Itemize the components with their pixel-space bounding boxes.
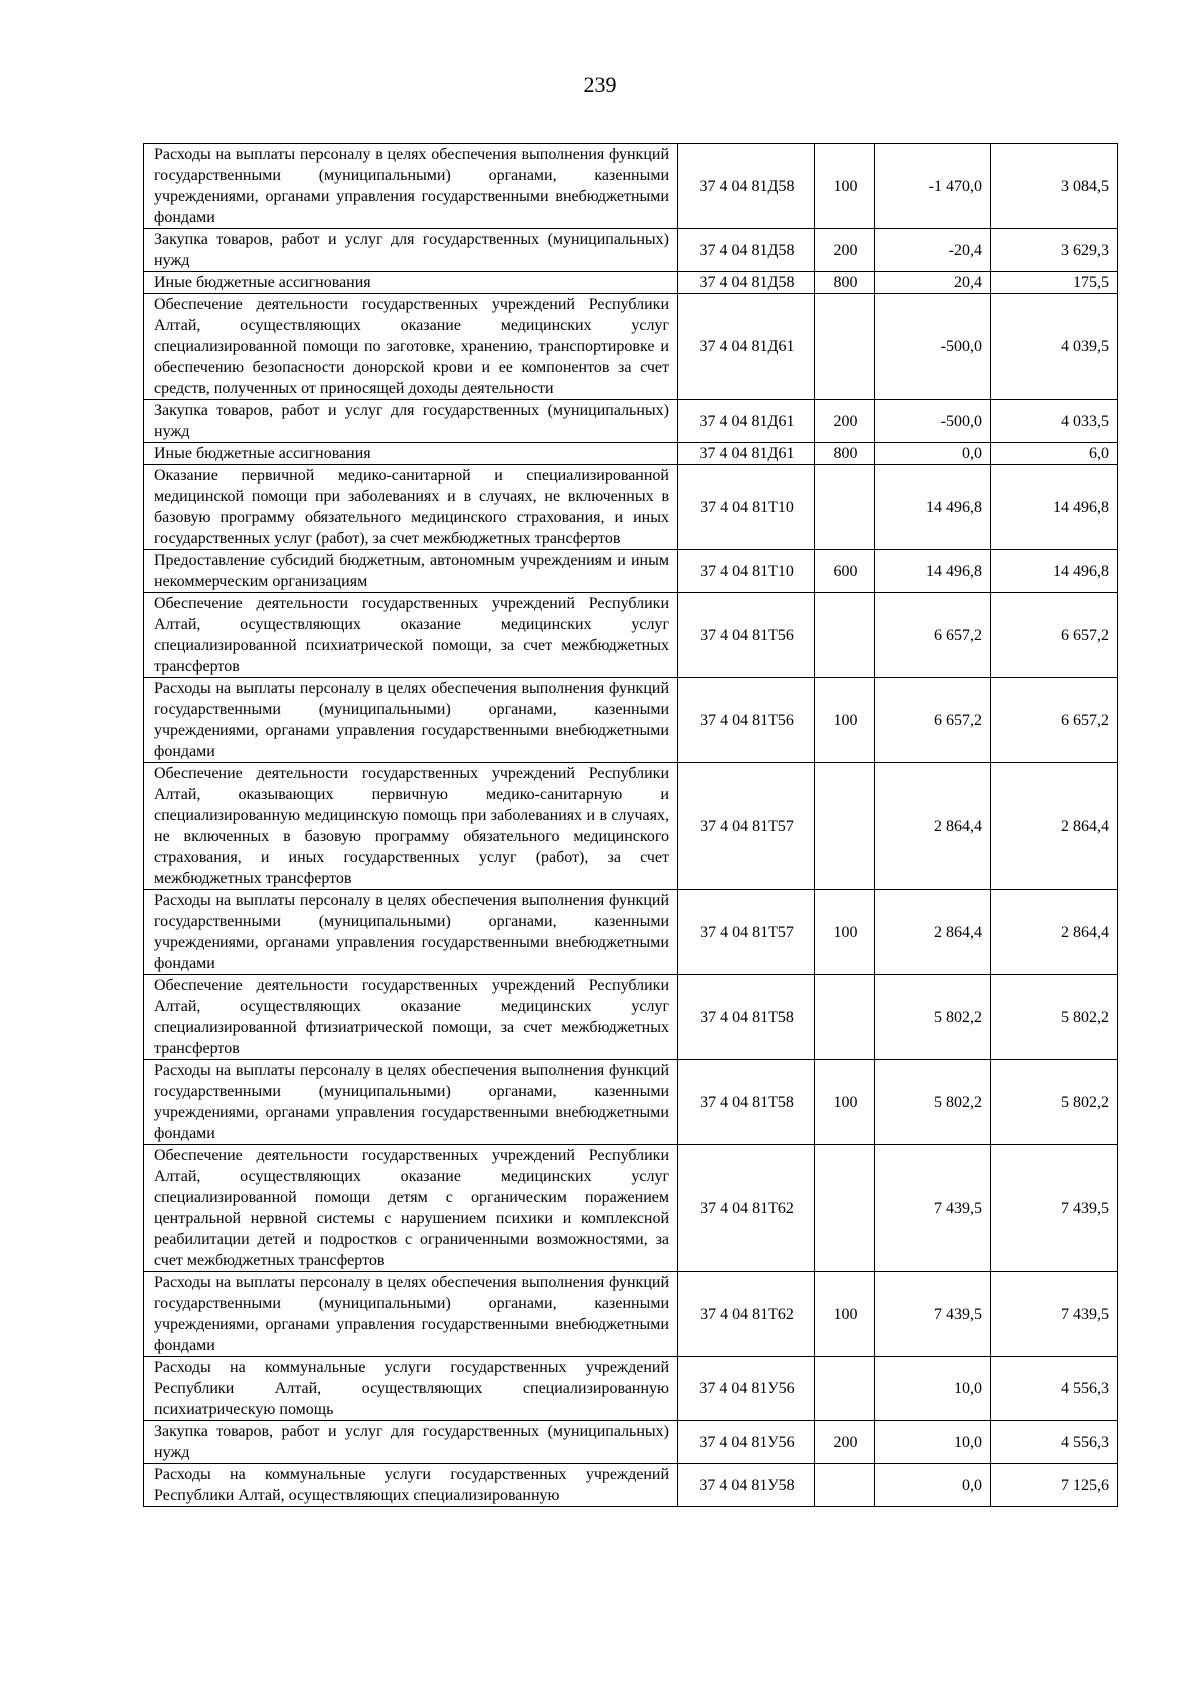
expense-description-cell: Обеспечение деятельности государственных учреждений Республики Алтай, осуществляющих оказание медицинских услуг специализированной помощи по заготовке, хранению, транспортировке и обеспечению безопасности донорской крови и ее компонентов за счет средств, полученных от приносящей доходы деятельности	[144, 294, 678, 400]
amount-change-cell: 0,0	[875, 1464, 991, 1507]
amount-total-cell: 4 039,5	[991, 294, 1118, 400]
target-article-code-cell: 37 4 04 81Д58	[678, 144, 815, 229]
amount-change-cell: 6 657,2	[875, 593, 991, 678]
amount-total-cell: 14 496,8	[991, 465, 1118, 550]
table-row	[144, 229, 1118, 272]
expense-description-cell: Расходы на выплаты персоналу в целях обеспечения выполнения функций государственными (муниципальными) органами, казенными учреждениями, органами управления государственными внебюджетными фондами	[144, 678, 678, 763]
expense-description-cell: Иные бюджетные ассигнования	[144, 272, 678, 294]
amount-total-cell: 3 084,5	[991, 144, 1118, 229]
budget-table-body	[144, 144, 1118, 1507]
amount-total-cell: 14 496,8	[991, 550, 1118, 593]
amount-change-cell: 6 657,2	[875, 678, 991, 763]
amount-change-cell: 10,0	[875, 1357, 991, 1421]
table-row	[144, 272, 1118, 294]
amount-total-cell: 7 439,5	[991, 1145, 1118, 1272]
amount-change-cell: -500,0	[875, 400, 991, 443]
amount-change-cell: -1 470,0	[875, 144, 991, 229]
target-article-code-cell: 37 4 04 81Т62	[678, 1145, 815, 1272]
expense-description-cell: Расходы на выплаты персоналу в целях обеспечения выполнения функций государственными (муниципальными) органами, казенными учреждениями, органами управления государственными внебюджетными фондами	[144, 1060, 678, 1145]
expense-type-cell	[815, 1464, 875, 1507]
expense-type-cell	[815, 1145, 875, 1272]
amount-change-cell: 2 864,4	[875, 890, 991, 975]
table-row	[144, 465, 1118, 550]
target-article-code-cell: 37 4 04 81Т56	[678, 678, 815, 763]
expense-type-cell: 200	[815, 400, 875, 443]
amount-total-cell: 2 864,4	[991, 890, 1118, 975]
amount-change-cell: 2 864,4	[875, 763, 991, 890]
target-article-code-cell: 37 4 04 81Т10	[678, 550, 815, 593]
target-article-code-cell: 37 4 04 81Т58	[678, 975, 815, 1060]
amount-total-cell: 6,0	[991, 443, 1118, 465]
table-row	[144, 763, 1118, 890]
amount-change-cell: 7 439,5	[875, 1272, 991, 1357]
table-row	[144, 1464, 1118, 1507]
amount-total-cell: 7 125,6	[991, 1464, 1118, 1507]
expense-type-cell	[815, 975, 875, 1060]
expense-description-cell: Обеспечение деятельности государственных учреждений Республики Алтай, оказывающих первичную медико-санитарную и специализированную медицинскую помощь при заболеваниях и в случаях, не включенных в базовую программу обязательного медицинского страхования, и иных государственных услуг (работ), за счет межбюджетных трансфертов	[144, 763, 678, 890]
amount-change-cell: 20,4	[875, 272, 991, 294]
expense-description-cell: Расходы на выплаты персоналу в целях обеспечения выполнения функций государственными (муниципальными) органами, казенными учреждениями, органами управления государственными внебюджетными фондами	[144, 144, 678, 229]
expense-type-cell: 200	[815, 229, 875, 272]
table-row	[144, 144, 1118, 229]
target-article-code-cell: 37 4 04 81Д58	[678, 272, 815, 294]
expense-description-cell: Предоставление субсидий бюджетным, автономным учреждениям и иным некоммерческим организациям	[144, 550, 678, 593]
expense-type-cell	[815, 465, 875, 550]
table-row	[144, 593, 1118, 678]
expense-description-cell: Расходы на выплаты персоналу в целях обеспечения выполнения функций государственными (муниципальными) органами, казенными учреждениями, органами управления государственными внебюджетными фондами	[144, 890, 678, 975]
table-row	[144, 1421, 1118, 1464]
amount-total-cell: 5 802,2	[991, 1060, 1118, 1145]
amount-total-cell: 6 657,2	[991, 678, 1118, 763]
expense-description-cell: Оказание первичной медико-санитарной и специализированной медицинской помощи при заболеваниях и в случаях, не включенных в базовую программу обязательного медицинского страхования, и иных государственных услуг (работ), за счет межбюджетных трансфертов	[144, 465, 678, 550]
expense-description-cell: Закупка товаров, работ и услуг для государственных (муниципальных) нужд	[144, 229, 678, 272]
expense-description-cell: Иные бюджетные ассигнования	[144, 443, 678, 465]
amount-change-cell: 14 496,8	[875, 550, 991, 593]
amount-total-cell: 2 864,4	[991, 763, 1118, 890]
expense-type-cell: 100	[815, 890, 875, 975]
table-row	[144, 890, 1118, 975]
amount-total-cell: 4 556,3	[991, 1357, 1118, 1421]
expense-description-cell: Закупка товаров, работ и услуг для государственных (муниципальных) нужд	[144, 400, 678, 443]
table-row	[144, 1145, 1118, 1272]
amount-change-cell: 10,0	[875, 1421, 991, 1464]
table-row	[144, 1060, 1118, 1145]
expense-type-cell: 100	[815, 1272, 875, 1357]
expense-description-cell: Обеспечение деятельности государственных учреждений Республики Алтай, осуществляющих оказание медицинских услуг специализированной фтизиатрической помощи, за счет межбюджетных трансфертов	[144, 975, 678, 1060]
table-row	[144, 975, 1118, 1060]
budget-table	[143, 143, 1118, 1507]
target-article-code-cell: 37 4 04 81Д61	[678, 294, 815, 400]
table-row	[144, 550, 1118, 593]
target-article-code-cell: 37 4 04 81Д61	[678, 443, 815, 465]
amount-total-cell: 5 802,2	[991, 975, 1118, 1060]
amount-change-cell: -20,4	[875, 229, 991, 272]
table-row	[144, 1272, 1118, 1357]
expense-type-cell	[815, 294, 875, 400]
amount-change-cell: 5 802,2	[875, 975, 991, 1060]
page-number: 239	[583, 72, 617, 97]
expense-type-cell	[815, 593, 875, 678]
target-article-code-cell: 37 4 04 81У56	[678, 1421, 815, 1464]
target-article-code-cell: 37 4 04 81Т58	[678, 1060, 815, 1145]
expense-description-cell: Обеспечение деятельности государственных учреждений Республики Алтай, осуществляющих оказание медицинских услуг специализированной помощи детям с органическим поражением центральной нервной системы с нарушением психики и комплексной реабилитации детей и подростков с ограниченными возможностями, за счет межбюджетных трансфертов	[144, 1145, 678, 1272]
expense-description-cell: Обеспечение деятельности государственных учреждений Республики Алтай, осуществляющих оказание медицинских услуг специализированной психиатрической помощи, за счет межбюджетных трансфертов	[144, 593, 678, 678]
expense-description-cell: Расходы на коммунальные услуги государственных учреждений Республики Алтай, осуществляющих специализированную	[144, 1464, 678, 1507]
target-article-code-cell: 37 4 04 81Т57	[678, 890, 815, 975]
target-article-code-cell: 37 4 04 81Д61	[678, 400, 815, 443]
expense-type-cell: 100	[815, 1060, 875, 1145]
expense-type-cell: 200	[815, 1421, 875, 1464]
amount-total-cell: 3 629,3	[991, 229, 1118, 272]
table-row	[144, 1357, 1118, 1421]
table-row	[144, 678, 1118, 763]
amount-total-cell: 4 033,5	[991, 400, 1118, 443]
expense-type-cell: 600	[815, 550, 875, 593]
expense-type-cell	[815, 763, 875, 890]
expense-description-cell: Расходы на коммунальные услуги государственных учреждений Республики Алтай, осуществляющих специализированную психиатрическую помощь	[144, 1357, 678, 1421]
target-article-code-cell: 37 4 04 81Т10	[678, 465, 815, 550]
amount-change-cell: 14 496,8	[875, 465, 991, 550]
table-row	[144, 443, 1118, 465]
expense-type-cell: 100	[815, 144, 875, 229]
table-row	[144, 294, 1118, 400]
amount-change-cell: 7 439,5	[875, 1145, 991, 1272]
target-article-code-cell: 37 4 04 81Д58	[678, 229, 815, 272]
amount-total-cell: 4 556,3	[991, 1421, 1118, 1464]
target-article-code-cell: 37 4 04 81Т62	[678, 1272, 815, 1357]
expense-type-cell	[815, 1357, 875, 1421]
expense-type-cell: 100	[815, 678, 875, 763]
table-row	[144, 400, 1118, 443]
amount-total-cell: 6 657,2	[991, 593, 1118, 678]
amount-total-cell: 7 439,5	[991, 1272, 1118, 1357]
amount-change-cell: -500,0	[875, 294, 991, 400]
target-article-code-cell: 37 4 04 81У56	[678, 1357, 815, 1421]
expense-type-cell: 800	[815, 272, 875, 294]
amount-change-cell: 5 802,2	[875, 1060, 991, 1145]
target-article-code-cell: 37 4 04 81У58	[678, 1464, 815, 1507]
amount-total-cell: 175,5	[991, 272, 1118, 294]
expense-type-cell: 800	[815, 443, 875, 465]
amount-change-cell: 0,0	[875, 443, 991, 465]
target-article-code-cell: 37 4 04 81Т57	[678, 763, 815, 890]
target-article-code-cell: 37 4 04 81Т56	[678, 593, 815, 678]
expense-description-cell: Закупка товаров, работ и услуг для государственных (муниципальных) нужд	[144, 1421, 678, 1464]
expense-description-cell: Расходы на выплаты персоналу в целях обеспечения выполнения функций государственными (муниципальными) органами, казенными учреждениями, органами управления государственными внебюджетными фондами	[144, 1272, 678, 1357]
